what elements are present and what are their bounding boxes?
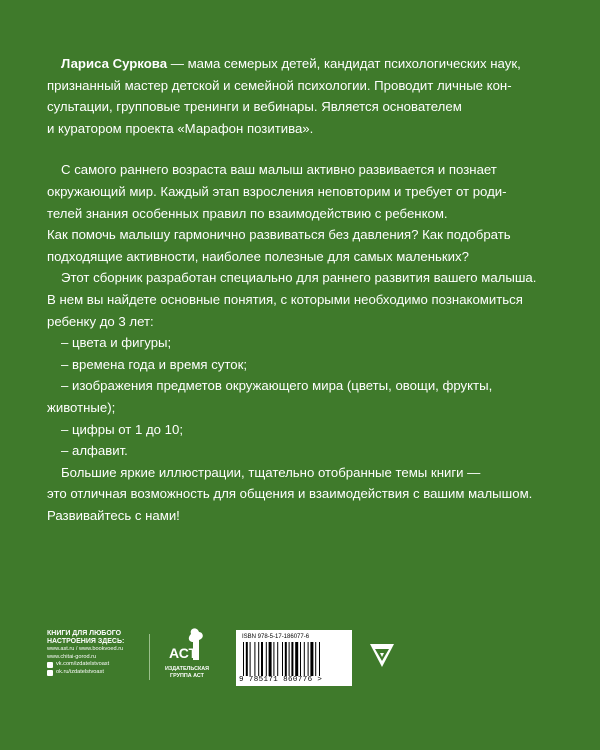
cover-footer [47, 626, 577, 696]
barcode-bar [289, 642, 290, 676]
barcode-bar [269, 642, 272, 676]
footer-divider [149, 634, 150, 680]
paragraph-gap [47, 139, 567, 159]
text-line: телей знания особенных правил по взаимодействию с ребенком. [47, 205, 448, 221]
list-item: – времена года и время суток; [61, 356, 248, 372]
isbn-barcode-box [236, 630, 352, 686]
author-name: Лариса Суркова [61, 56, 168, 71]
barcode-bar [261, 642, 263, 676]
list-item: – цвета и фигуры; [61, 335, 172, 351]
barcode-bar [243, 642, 244, 676]
barcode-bar [266, 642, 267, 676]
text-line: сультации, групповые тренинги и вебинары. Является основателем [47, 99, 462, 115]
publisher-caption: ИЗДАТЕЛЬСКАЯ [164, 666, 210, 672]
barcode-digits: 9 785171 860776 > [239, 676, 323, 684]
barcode-bar [277, 642, 278, 676]
publisher-logo [157, 626, 217, 686]
v-logo-icon [367, 640, 397, 670]
text-line: В нем вы найдете основные понятия, с которыми необходимо познакомиться [47, 291, 523, 307]
barcode-bar [285, 642, 287, 676]
ast-logo-text: АСТ [169, 645, 198, 661]
text-line: Развивайтесь с нами! [47, 507, 180, 523]
barcode-bar [319, 642, 320, 676]
bookstore-promo [47, 630, 147, 676]
description-text [47, 53, 567, 526]
text-line: Этот сборник разработан специально для раннего развития вашего малыша. [61, 270, 537, 286]
text-line: признанный мастер детской и семейной психологии. Проводит личные кон- [47, 77, 512, 93]
barcode-bar [308, 642, 309, 676]
list-item-continuation: животные); [47, 399, 116, 415]
barcode-bar [246, 642, 248, 676]
list-item: – цифры от 1 до 10; [61, 421, 184, 437]
ok-icon [47, 670, 53, 676]
vk-icon [47, 662, 53, 668]
promo-heading: НАСТРОЕНИЯ ЗДЕСЬ: [47, 638, 125, 645]
social-link-ok: ok.ru/izdatelstvoast [47, 669, 147, 677]
barcode-icon [242, 642, 346, 676]
social-link-vk: vk.com/izdatelstvoast [47, 661, 147, 669]
text-line: С самого раннего возраста ваш малыш активно развивается и познает [61, 162, 497, 178]
text-line: Большие яркие иллюстрации, тщательно отобранные темы книги — [61, 464, 481, 480]
isbn-number: ISBN 978-5-17-186077-6 [242, 634, 310, 640]
author-paragraph-line: Лариса Суркова — мама семерых детей, кандидат психологических наук, [61, 56, 521, 71]
barcode-bar [250, 642, 251, 676]
promo-link: www.chitai-gorod.ru [47, 653, 97, 660]
promo-link: www.ast.ru / www.bookvoed.ru [47, 646, 124, 652]
text-line: это отличная возможность для общения и взаимодействия с вашим малышом. [47, 486, 533, 502]
barcode-bar [300, 642, 301, 676]
list-item: – изображения предметов окружающего мира (цветы, овощи, фрукты, [61, 378, 493, 394]
text-line: Как помочь малышу гармонично развиваться без давления? Как подобрать [47, 227, 511, 243]
promo-heading: КНИГИ ДЛЯ ЛЮБОГО [47, 630, 122, 637]
barcode-bar [258, 642, 259, 676]
barcode-bar [282, 642, 283, 676]
text-line: окружающий мир. Каждый этап взросления неповторим и требует от роди- [47, 183, 507, 199]
text-line: ребенку до 3 лет: [47, 313, 154, 329]
barcode-bar [273, 642, 274, 676]
barcode-bar [310, 642, 313, 676]
text-line: и куратором проекта «Марафон позитива». [47, 120, 314, 136]
barcode-bar [291, 642, 293, 676]
publisher-caption: ГРУППА АСТ [170, 672, 204, 679]
ast-logo-icon [165, 626, 209, 666]
barcode-bar [254, 642, 255, 676]
barcode-bar [295, 642, 298, 676]
text-line: подходящие активности, наиболее полезные для самых маленьких? [47, 248, 469, 264]
barcode-bar [304, 642, 305, 676]
list-item: – алфавит. [61, 443, 128, 459]
barcode-bar [315, 642, 316, 676]
